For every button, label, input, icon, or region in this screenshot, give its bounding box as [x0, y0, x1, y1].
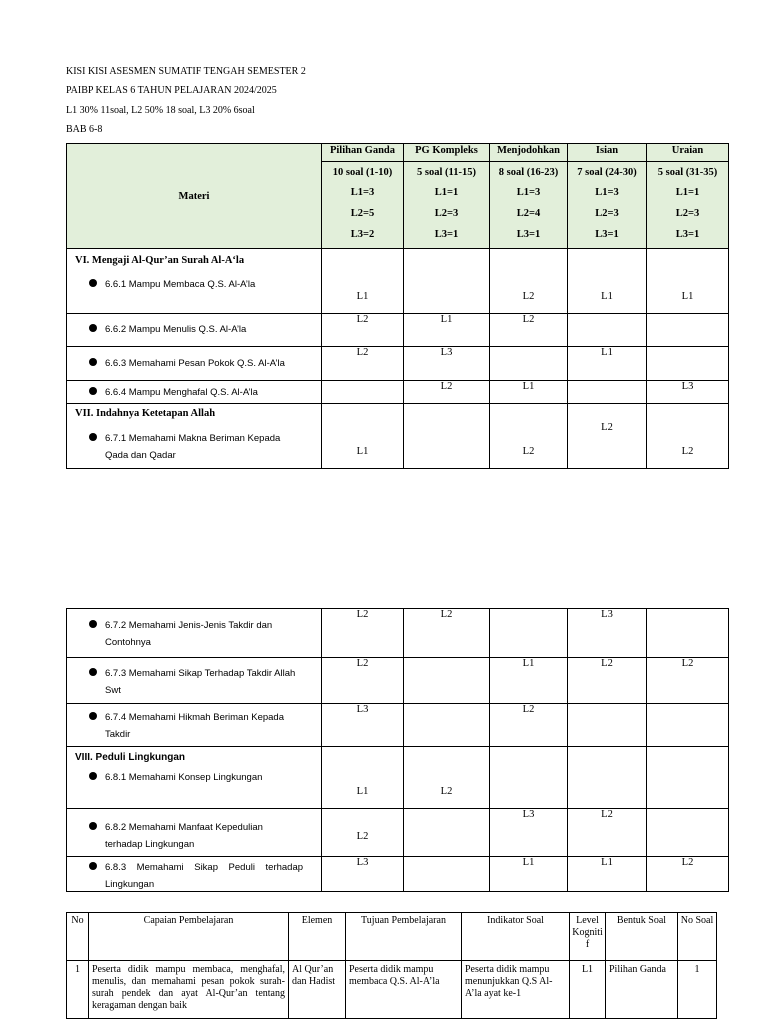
col-tujuan: Tujuan Pembelajaran: [346, 913, 462, 961]
cell-nosoal: 1: [678, 961, 717, 1019]
section-heading: VII. Indahnya Ketetapan Allah: [75, 408, 216, 419]
section-heading: VI. Mengaji Al-Qur’an Surah Al-A‘la: [75, 255, 245, 266]
table-row: 6.8.3 Memahami Sikap Peduli terhadap Lingkungan L3 L1 L1 L2: [67, 857, 729, 892]
kisi-table-part2: [66, 608, 729, 892]
col-nosoal: No Soal: [678, 913, 717, 961]
table-row: 6.6.4 Mampu Menghafal Q.S. Al-A’la L2 L1 L3: [67, 381, 729, 404]
list-item: 6.6.4 Mampu Menghafal Q.S. Al-A’la: [89, 384, 258, 401]
list-item: 6.8.1 Memahami Konsep Lingkungan: [89, 769, 262, 786]
cell-no: 1: [67, 961, 89, 1019]
table-row: VII. Indahnya Ketetapan Allah 6.7.1 Memahami Makna Beriman Kepada Qada dan Qadar L1 L2 L2 L2: [67, 404, 729, 469]
table-row: 6.6.3 Memahami Pesan Pokok Q.S. Al-A’la L2 L3 L1: [67, 347, 729, 381]
cell-level: L1: [570, 961, 606, 1019]
col-capaian: Capaian Pembelajaran: [89, 913, 289, 961]
cell-bentuk: Pilihan Ganda: [606, 961, 678, 1019]
col-header-pg: Pilihan Ganda 10 soal (1-10) L1=3 L2=5 L3=2: [322, 144, 404, 249]
table-row: VI. Mengaji Al-Qur’an Surah Al-A‘la 6.6.1 Mampu Membaca Q.S. Al-A’la L1 L2 L1 L1: [67, 249, 729, 314]
cell-capaian: Peserta didik mampu membaca, menghafal, menulis, dan memahami pesan pokok surah-surah pendek dan ayat Al-Qur’an tentang keragaman dengan baik: [89, 961, 289, 1019]
col-no: No: [67, 913, 89, 961]
table-row: 6.7.3 Memahami Sikap Terhadap Takdir Allah Swt L2 L1 L2 L2: [67, 658, 729, 704]
col-header-menjodohkan: Menjodohkan 8 soal (16-23) L1=3 L2=4 L3=1: [490, 144, 568, 249]
cell-indikator: Peserta didik mampu menunjukkan Q.S Al-A’la ayat ke-1: [462, 961, 570, 1019]
level-distribution: L1 30% 11soal, L2 50% 18 soal, L3 20% 6soal: [66, 105, 255, 116]
col-elemen: Elemen: [289, 913, 346, 961]
chapter-label: BAB 6-8: [66, 124, 103, 135]
list-item: 6.7.3 Memahami Sikap Terhadap Takdir Allah Swt: [89, 665, 295, 699]
section-heading: VIII. Peduli Lingkungan: [75, 752, 186, 763]
list-item: 6.6.2 Mampu Menulis Q.S. Al-A’la: [89, 321, 246, 338]
doc-title: KISI KISI ASESMEN SUMATIF TENGAH SEMESTER 2: [66, 66, 306, 77]
table-row: 6.8.2 Memahami Manfaat Kepedulian terhadap Lingkungan L2 L3 L2: [67, 809, 729, 857]
list-item: 6.6.3 Memahami Pesan Pokok Q.S. Al-A’la: [89, 355, 285, 372]
col-level: Level Kogniti f: [570, 913, 606, 961]
list-item: 6.7.2 Memahami Jenis-Jenis Takdir dan Contohnya: [89, 617, 272, 651]
list-item: 6.6.1 Mampu Membaca Q.S. Al-A’la: [89, 276, 255, 293]
cell-elemen: Al Qur’an dan Hadist: [289, 961, 346, 1019]
table-row: 6.7.2 Memahami Jenis-Jenis Takdir dan Contohnya L2 L2 L3: [67, 609, 729, 658]
col-header-uraian: Uraian 5 soal (31-35) L1=1 L2=3 L3=1: [647, 144, 729, 249]
materi-header: Materi: [67, 144, 322, 249]
table-row: VIII. Peduli Lingkungan 6.8.1 Memahami Konsep Lingkungan L1 L2: [67, 747, 729, 809]
col-bentuk: Bentuk Soal: [606, 913, 678, 961]
cell-tujuan: Peserta didik mampu membaca Q.S. Al-A’la: [346, 961, 462, 1019]
doc-subtitle: PAIBP KELAS 6 TAHUN PELAJARAN 2024/2025: [66, 85, 277, 96]
list-item: 6.7.1 Memahami Makna Beriman Kepada Qada dan Qadar: [89, 430, 280, 464]
table-row: 6.7.4 Memahami Hikmah Beriman Kepada Takdir L3 L2: [67, 704, 729, 747]
col-header-pgk: PG Kompleks 5 soal (11-15) L1=1 L2=3 L3=1: [404, 144, 490, 249]
cp-header-row: [67, 913, 717, 961]
table-row: [67, 961, 717, 1019]
kisi-table-part1: [66, 143, 729, 469]
list-item: 6.7.4 Memahami Hikmah Beriman Kepada Takdir: [89, 709, 284, 743]
cp-table: [66, 912, 717, 1019]
table-row: 6.6.2 Mampu Menulis Q.S. Al-A’la L2 L1 L2: [67, 314, 729, 347]
col-indikator: Indikator Soal: [462, 913, 570, 961]
col-header-isian: Isian 7 soal (24-30) L1=3 L2=3 L3=1: [568, 144, 647, 249]
list-item: 6.8.3 Memahami Sikap Peduli terhadap Lingkungan: [89, 859, 303, 892]
list-item: 6.8.2 Memahami Manfaat Kepedulian terhadap Lingkungan: [89, 819, 263, 853]
